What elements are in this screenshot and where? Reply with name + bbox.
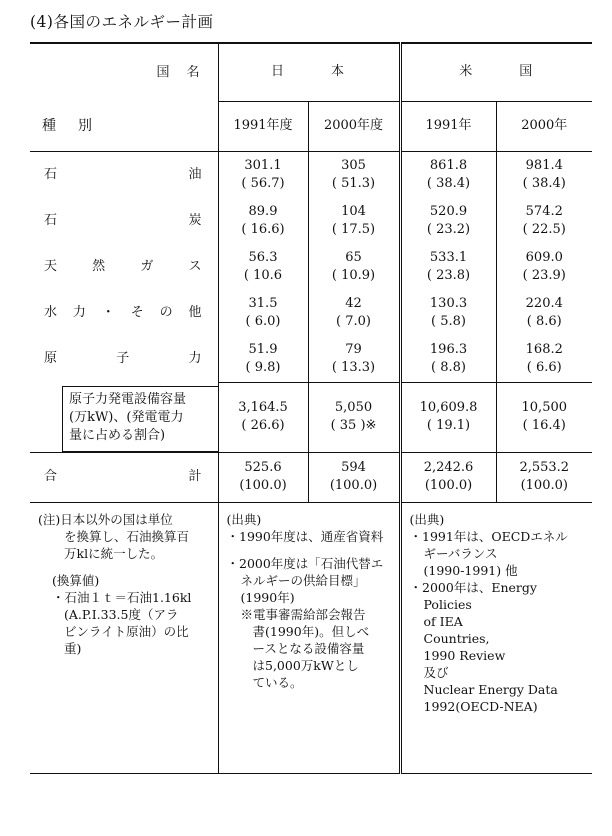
value-cell: 301.1 ( 56.7): [218, 151, 308, 198]
year-header: 2000年度: [308, 101, 400, 151]
table-row: [30, 382, 592, 452]
row-label: 水力・その他: [44, 304, 204, 320]
value-cell: 2,242.6 (100.0): [400, 452, 496, 502]
note-japan-source: (出典) ・1990年度は、通産省資料 ・2000年度は「石油代替エ ネルギーの供給目標」 (1990年) ※電事審需給部会報告 書(1990年)。但しべ ースとなる設備容量 は5,000万kWとし ている。: [218, 502, 400, 773]
table-row: [30, 198, 592, 244]
type-label: 種 別: [30, 101, 218, 151]
value-cell: 533.1 ( 23.8): [400, 244, 496, 290]
total-label: 合計: [30, 452, 218, 502]
note-japan-units: (注)日本以外の国は単位 を換算し、石油換算百 万klに統一した。 (換算値) ・石油１ｔ＝石油1.16kl (A.P.I.33.5度（アラ ビンライト原油）の比 重): [30, 502, 218, 773]
value-cell: 104 ( 17.5): [308, 198, 400, 244]
notes-row: [30, 502, 592, 773]
value-cell: 861.8 ( 38.4): [400, 151, 496, 198]
value-cell: 520.9 ( 23.2): [400, 198, 496, 244]
value-cell: 981.4 ( 38.4): [496, 151, 592, 198]
page-title: (4)各国のエネルギー計画: [30, 13, 214, 31]
table-row: [30, 290, 592, 336]
row-label: 天然ガス: [44, 258, 204, 274]
table-row: [30, 336, 592, 383]
value-cell: 5,050 ( 35 )※: [308, 382, 400, 452]
year-header: 1991年: [400, 101, 496, 151]
japan-header: 日 本: [218, 43, 400, 101]
country-label: 国 名: [30, 43, 218, 101]
value-cell: 525.6 (100.0): [218, 452, 308, 502]
row-label: 石油: [44, 166, 204, 182]
row-label: 原子力: [44, 350, 204, 366]
value-cell: 51.9 ( 9.8): [218, 336, 308, 383]
value-cell: 31.5 ( 6.0): [218, 290, 308, 336]
year-header: 1991年度: [218, 101, 308, 151]
note-usa-source: (出典) ・1991年は、OECDエネル ギーバランス (1990-1991) 他 ・2000年は、Energy Policies of IEA Countries, 1990 Review 及び Nuclear Energy Data 1992(OECD-NEA): [400, 502, 592, 773]
value-cell: 594 (100.0): [308, 452, 400, 502]
value-cell: 10,609.8 ( 19.1): [400, 382, 496, 452]
value-cell: 168.2 ( 6.6): [496, 336, 592, 383]
energy-plan-table: [30, 42, 592, 774]
value-cell: 56.3 ( 10.6: [218, 244, 308, 290]
total-row: [30, 452, 592, 502]
value-cell: 65 ( 10.9): [308, 244, 400, 290]
value-cell: 609.0 ( 23.9): [496, 244, 592, 290]
value-cell: 305 ( 51.3): [308, 151, 400, 198]
row-label: 石炭: [44, 212, 204, 228]
value-cell: 42 ( 7.0): [308, 290, 400, 336]
value-cell: 220.4 ( 8.6): [496, 290, 592, 336]
value-cell: 79 ( 13.3): [308, 336, 400, 383]
value-cell: 89.9 ( 16.6): [218, 198, 308, 244]
value-cell: 2,553.2 (100.0): [496, 452, 592, 502]
value-cell: 574.2 ( 22.5): [496, 198, 592, 244]
table-row: [30, 244, 592, 290]
value-cell: 130.3 ( 5.8): [400, 290, 496, 336]
value-cell: 196.3 ( 8.8): [400, 336, 496, 383]
usa-header: 米 国: [400, 43, 592, 101]
value-cell: 10,500 ( 16.4): [496, 382, 592, 452]
value-cell: 3,164.5 ( 26.6): [218, 382, 308, 452]
table-row: [30, 151, 592, 198]
year-header: 2000年: [496, 101, 592, 151]
nuclear-capacity-label: 原子力発電設備容量 (万kW)、(発電電力 量に占める割合): [62, 386, 218, 452]
